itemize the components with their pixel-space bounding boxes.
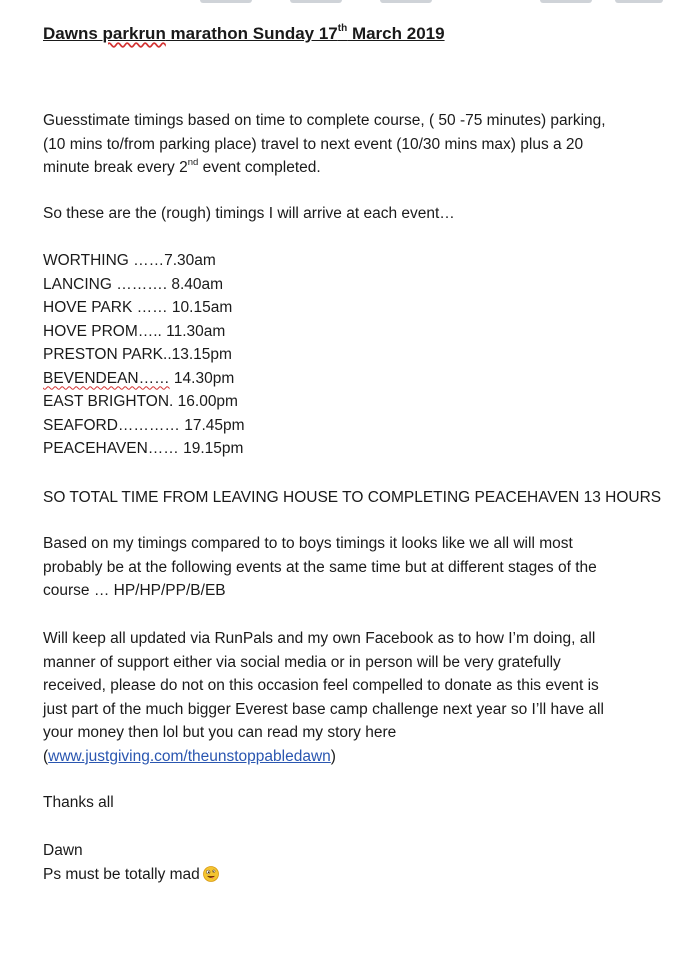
intro-line: Guesstimate timings based on time to complete course, ( 50 -75 minutes) parking, <box>43 112 606 129</box>
crazy-face-emoji-icon <box>203 866 219 882</box>
top-tab-stub <box>540 0 592 3</box>
intro-line: minute break every 2nd event completed. <box>43 156 321 176</box>
thanks-paragraph <box>43 791 653 815</box>
top-tab-stub <box>615 0 663 3</box>
intro-paragraph <box>43 109 653 180</box>
schedule-item: HOVE PROM….. 11.30am <box>43 322 226 340</box>
schedule-item: PEACEHAVEN…… 19.15pm <box>43 440 244 457</box>
title-superscript: th <box>337 23 348 35</box>
compare-line: course … HP/HP/PP/B/EB <box>43 582 226 599</box>
top-tab-stub <box>380 0 432 3</box>
document-title <box>43 22 445 46</box>
justgiving-link[interactable]: www.justgiving.com/theunstoppabledawn <box>48 747 331 765</box>
schedule-item: LANCING ………. 8.40am <box>43 275 224 293</box>
schedule-item: SEAFORD………… 17.45pm <box>43 416 245 434</box>
title-parkrun-word: parkrun <box>102 24 166 43</box>
schedule-item: WORTHING ……7.30am <box>43 252 216 269</box>
compare-line: probably be at the following events at the same time but at different stages of the <box>43 558 597 576</box>
ps-line: Ps must be totally mad <box>43 863 653 887</box>
title-middle: marathon Sunday 17 <box>165 24 338 43</box>
updates-line: your money then lol but you can read my story here <box>43 724 397 741</box>
total-paragraph <box>43 486 662 510</box>
updates-line: manner of support either via social media or in person will be very gratefully <box>43 653 561 671</box>
intro-line: (10 mins to/from parking place) travel to next event (10/30 mins max) plus a 20 <box>43 135 584 153</box>
lead-line: So these are the (rough) timings I will arrive at each event… <box>43 205 455 222</box>
thanks-line: Thanks all <box>43 794 114 811</box>
schedule-item: EAST BRIGHTON. 16.00pm <box>43 393 238 410</box>
top-tab-stub <box>290 0 342 3</box>
updates-line: received, please do not on this occasion feel compelled to donate as this event is <box>43 677 599 694</box>
schedule-item: HOVE PARK …… 10.15am <box>43 299 233 316</box>
title-suffix: March 2019 <box>347 24 445 43</box>
updates-line: just part of the much bigger Everest base camp challenge next year so I’ll have all <box>43 700 604 718</box>
top-edge <box>0 0 688 6</box>
compare-paragraph <box>43 532 653 603</box>
title-prefix: Dawns <box>43 24 103 43</box>
updates-paragraph <box>43 627 653 768</box>
signature-block <box>43 839 653 886</box>
schedule-item: BEVENDEAN…… 14.30pm <box>43 369 235 387</box>
updates-line: Will keep all updated via RunPals and my own Facebook as to how I’m doing, all <box>43 630 596 647</box>
schedule-item: PRESTON PARK..13.15pm <box>43 346 232 363</box>
justgiving-link-line: (www.justgiving.com/theunstoppabledawn) <box>43 747 336 765</box>
compare-line: Based on my timings compared to to boys timings it looks like we all will most <box>43 535 573 552</box>
total-line: SO TOTAL TIME FROM LEAVING HOUSE TO COMPLETING PEACEHAVEN 13 HOURS <box>43 489 662 506</box>
schedule-list <box>43 249 653 461</box>
top-tab-stub <box>200 0 252 3</box>
signature-name: Dawn <box>43 842 83 859</box>
lead-paragraph <box>43 202 653 226</box>
